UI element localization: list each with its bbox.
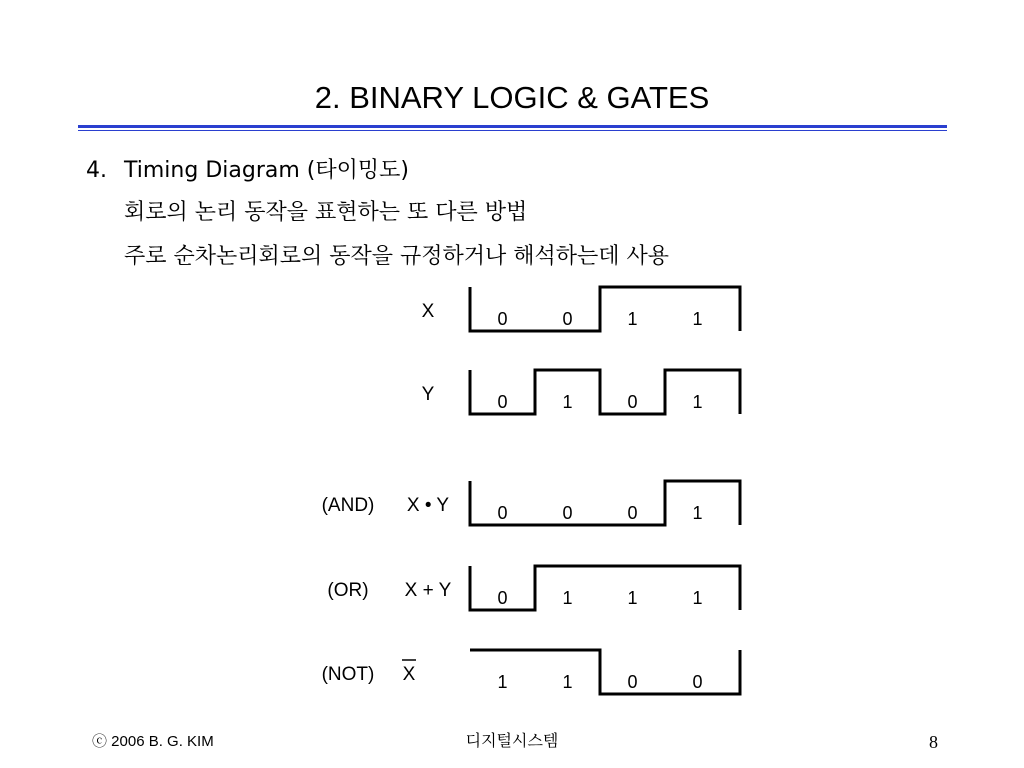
bit-value: 0	[562, 503, 573, 523]
bit-value: 0	[627, 503, 638, 523]
signal-label-5: X	[402, 664, 416, 685]
bit-value: 0	[692, 672, 703, 692]
heading-text: Timing Diagram (타이밍도)	[124, 158, 409, 183]
signal-label-1: X	[421, 301, 435, 322]
gate-label-5: (NOT)	[321, 664, 375, 685]
bit-value: 0	[497, 588, 508, 608]
footer-page-number: 8	[929, 732, 938, 752]
bit-value: 0	[497, 392, 508, 412]
bit-value: 1	[627, 309, 638, 329]
bit-value: 1	[562, 672, 573, 692]
bit-value: 1	[692, 588, 703, 608]
slide-title: 2. BINARY LOGIC & GATES	[314, 80, 710, 115]
signal-label-4: X + Y	[404, 580, 452, 601]
bit-value: 1	[692, 309, 703, 329]
bit-value: 0	[562, 309, 573, 329]
bit-value: 0	[627, 392, 638, 412]
gate-label-3: (AND)	[321, 495, 375, 516]
bullet-usage: 주로 순차논리회로의 동작을 규정하거나 해석하는데 사용	[124, 244, 670, 269]
signal-label-2: Y	[421, 384, 435, 405]
gate-label-4: (OR)	[327, 580, 369, 601]
bit-value: 1	[627, 588, 638, 608]
bit-value: 0	[497, 309, 508, 329]
bit-value: 0	[497, 503, 508, 523]
footer-copyright: ⓒ 2006 B. G. KIM	[92, 733, 214, 750]
bit-value: 0	[627, 672, 638, 692]
bit-value: 1	[692, 392, 703, 412]
bit-value: 1	[497, 672, 508, 692]
bit-value: 1	[562, 588, 573, 608]
footer-course: 디지털시스템	[465, 733, 559, 750]
bullet-description: 회로의 논리 동작을 표현하는 또 다른 방법	[124, 200, 528, 225]
heading-number: 4.	[86, 158, 107, 183]
bit-value: 1	[562, 392, 573, 412]
signal-label-3: X • Y	[406, 495, 450, 516]
bit-value: 1	[692, 503, 703, 523]
